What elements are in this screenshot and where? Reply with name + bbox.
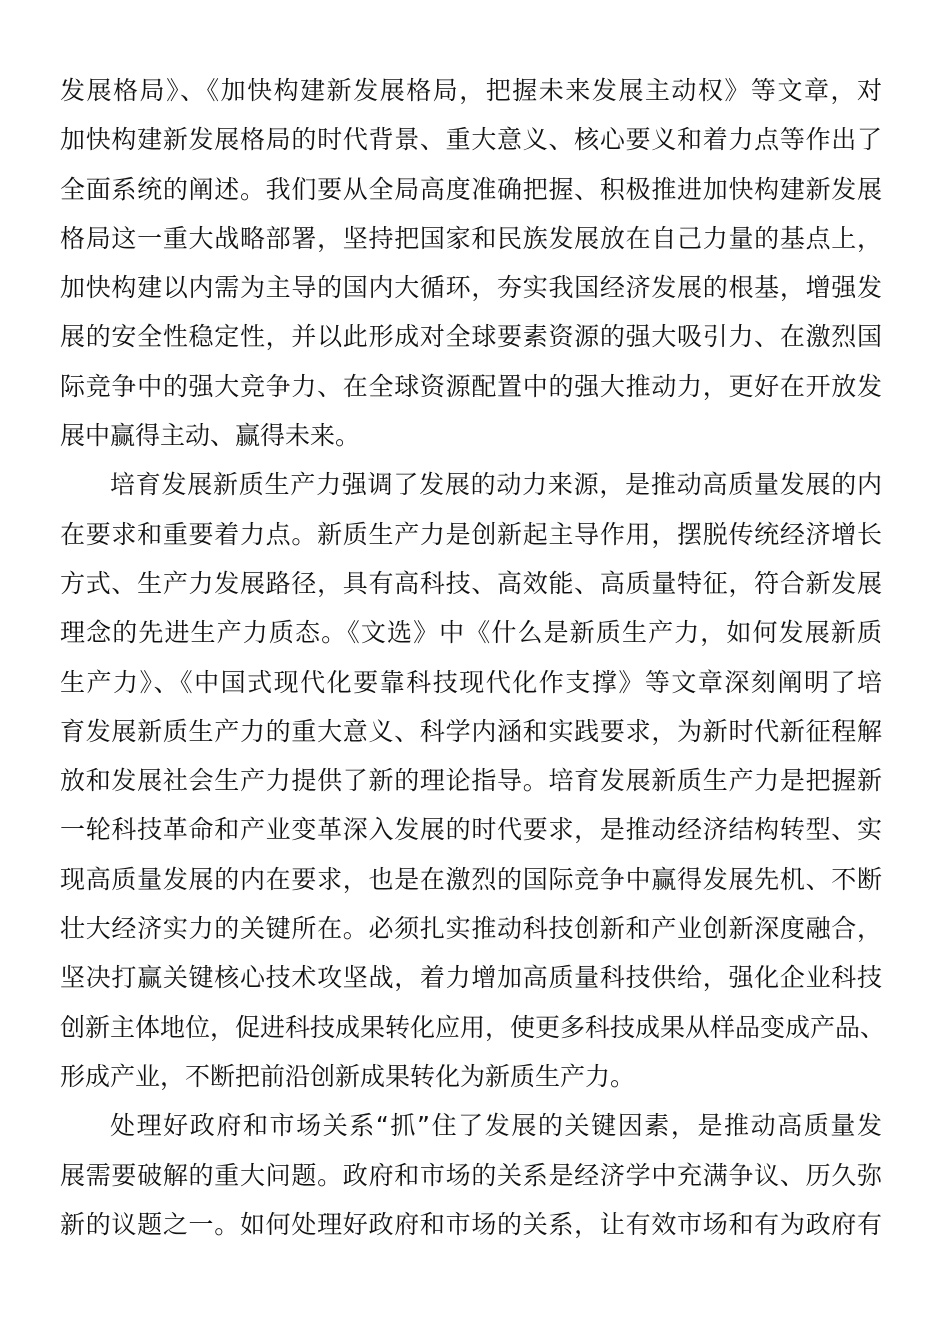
text-line: 展需要破解的重大问题。政府和市场的关系是经济学中充满争议、历久弥 [60,1160,882,1190]
text-line: 展的安全性稳定性，并以此形成对全球要素资源的强大吸引力、在激烈国 [60,322,882,352]
text-line: 壮大经济实力的关键所在。必须扎实推动科技创新和产业创新深度融合， [60,914,882,944]
paragraph [60,460,886,1101]
text-line: 在要求和重要着力点。新质生产力是创新起主导作用，摆脱传统经济增长 [60,519,882,549]
body-text [60,66,886,1249]
text-line: 加快构建新发展格局的时代背景、重大意义、核心要义和着力点等作出了 [60,125,882,155]
text-line: 新的议题之一。如何处理好政府和市场的关系，让有效市场和有为政府有 [60,1209,882,1239]
text-line: 理念的先进生产力质态。《文选》中《什么是新质生产力，如何发展新质 [60,618,882,648]
text-line: 一轮科技革命和产业变革深入发展的时代要求，是推动经济结构转型、实 [60,815,882,845]
text-line: 际竞争中的强大竞争力、在全球资源配置中的强大推动力，更好在开放发 [60,371,882,401]
text-line: 形成产业，不断把前沿创新成果转化为新质生产力。 [60,1061,636,1091]
text-line: 生产力》、《中国式现代化要靠科技现代化作支撑》等文章深刻阐明了培 [60,667,882,697]
text-line: 处理好政府和市场关系“抓”住了发展的关键因素，是推动高质量发 [110,1111,882,1141]
paragraph [60,1101,882,1249]
text-line: 现高质量发展的内在要求，也是在激烈的国际竞争中赢得发展先机、不断 [60,864,882,894]
text-line: 育发展新质生产力的重大意义、科学内涵和实践要求，为新时代新征程解 [60,716,882,746]
text-line: 加快构建以内需为主导的国内大循环，夯实我国经济发展的根基，增强发 [60,273,882,303]
text-line: 格局这一重大战略部署，坚持把国家和民族发展放在自己力量的基点上， [60,223,882,253]
text-line: 方式、生产力发展路径，具有高科技、高效能、高质量特征，符合新发展 [60,568,882,598]
text-line: 培育发展新质生产力强调了发展的动力来源，是推动高质量发展的内 [110,470,882,500]
text-line: 发展格局》、《加快构建新发展格局，把握未来发展主动权》等文章，对 [60,76,882,105]
text-line: 坚决打赢关键核心技术攻坚战，着力增加高质量科技供给，强化企业科技 [60,963,882,993]
text-line: 展中赢得主动、赢得未来。 [60,421,361,451]
text-line: 全面系统的阐述。我们要从全局高度准确把握、积极推进加快构建新发展 [60,174,882,204]
text-line: 创新主体地位，促进科技成果转化应用，使更多科技成果从样品变成产品、 [60,1012,886,1042]
paragraph [60,66,882,460]
text-line: 放和发展社会生产力提供了新的理论指导。培育发展新质生产力是把握新 [60,766,882,796]
